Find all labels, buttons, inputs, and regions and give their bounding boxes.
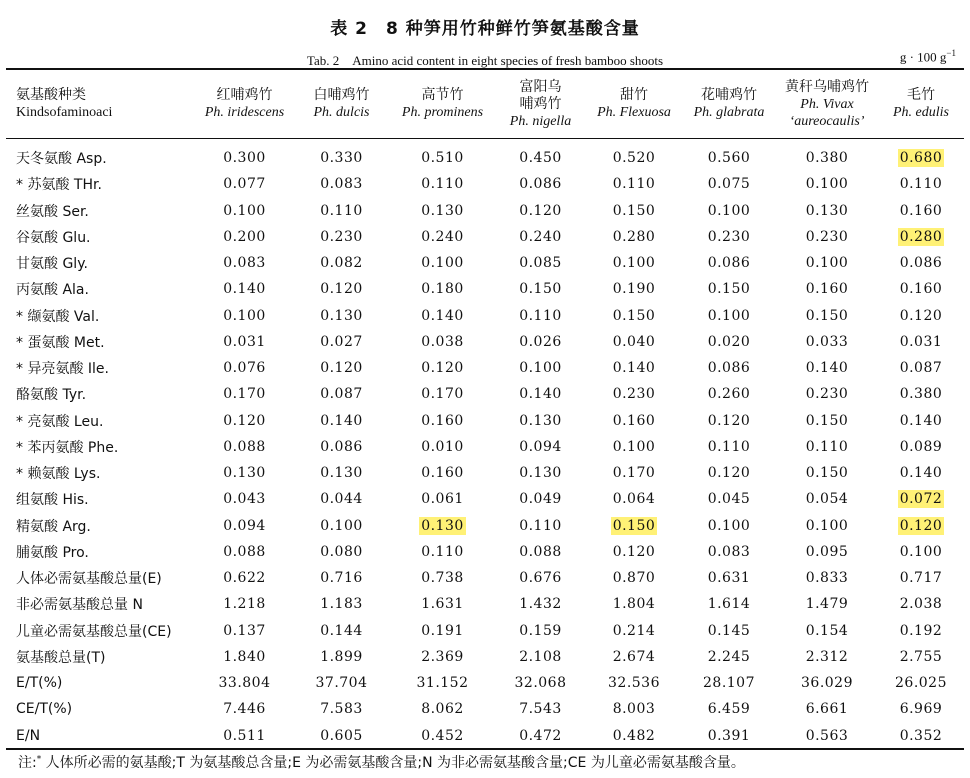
value-cell: 0.140: [899, 465, 943, 482]
row-label: 精氨酸 Arg.: [16, 518, 91, 535]
value-cell: 0.110: [519, 307, 562, 324]
value-cell: 0.120: [320, 281, 363, 298]
header-species-7: [776, 71, 878, 137]
value-cell: 0.150: [805, 412, 849, 429]
value-cell: 0.100: [899, 543, 943, 560]
value-cell: 0.352: [899, 727, 943, 744]
header-species-8: [878, 71, 964, 137]
value-cell: 0.170: [223, 386, 266, 403]
value-cell: 0.520: [612, 150, 656, 167]
value-cell: 0.130: [223, 465, 266, 482]
table-row: [6, 460, 964, 486]
value-cell: 0.088: [223, 543, 266, 560]
value-cell: [586, 513, 682, 539]
value-cell: 0.140: [519, 386, 562, 403]
value-cell: 0.077: [223, 176, 266, 193]
value-cell: 0.086: [899, 255, 943, 272]
value-cell: 0.064: [612, 491, 656, 508]
value-cell: 0.452: [421, 727, 464, 744]
row-label: 氨基酸总量(T): [16, 649, 106, 666]
value-cell: 0.086: [707, 255, 751, 272]
value-cell: 7.446: [223, 701, 266, 718]
value-cell: 2.245: [707, 648, 751, 665]
row-label: 人体必需氨基酸总量(E): [16, 571, 162, 588]
value-cell: 0.110: [805, 438, 849, 455]
value-cell: 0.100: [707, 307, 751, 324]
value-cell: 0.095: [805, 543, 849, 560]
row-label: E/N: [16, 727, 41, 744]
value-cell: 0.120: [707, 412, 751, 429]
value-cell: 0.130: [519, 465, 562, 482]
value-cell: 0.160: [899, 281, 943, 298]
value-cell: 0.563: [805, 727, 849, 744]
row-label: * 苏氨酸 THr.: [16, 177, 102, 194]
value-cell: 0.605: [320, 727, 363, 744]
table-row: [6, 303, 964, 329]
value-cell: 1.899: [320, 648, 363, 665]
value-cell: 0.150: [805, 465, 849, 482]
table-row: [6, 145, 964, 171]
value-cell: 1.218: [223, 596, 266, 613]
value-cell: 0.472: [519, 727, 562, 744]
amino-acid-table: [6, 71, 964, 749]
value-cell: 0.190: [612, 281, 656, 298]
value-cell: 0.137: [223, 622, 266, 639]
value-cell: 0.450: [519, 150, 562, 167]
species-latin: Ph. prominens: [401, 105, 484, 120]
table-body: [6, 137, 964, 749]
value-cell: 0.083: [320, 176, 363, 193]
value-cell: 0.120: [612, 543, 656, 560]
value-cell: 0.049: [519, 491, 562, 508]
value-cell: 0.100: [612, 438, 656, 455]
species-latin: Ph. dulcis: [313, 105, 370, 120]
value-cell: 0.130: [805, 202, 849, 219]
footnote: 注:* 人体所必需的氨基酸;T 为氨基酸总含量;E 为必需氨基酸含量;N 为非必需氨基酸含量;CE 为儿童必需氨基酸含量。: [18, 754, 745, 771]
value-cell: 0.511: [223, 727, 266, 744]
value-cell: 33.804: [218, 675, 271, 692]
value-cell: 0.240: [519, 228, 562, 245]
value-cell: 0.040: [612, 333, 656, 350]
species-latin: Ph. Vivax: [800, 96, 854, 112]
value-cell: 0.038: [421, 333, 464, 350]
table-subtitle: Tab. 2 Amino acid content in eight species of fresh bamboo shoots: [306, 53, 664, 68]
value-cell: 0.130: [421, 202, 464, 219]
table-row: [6, 355, 964, 381]
value-cell: 0.087: [899, 360, 943, 377]
value-cell: [390, 513, 495, 539]
value-cell: 1.614: [707, 596, 751, 613]
value-cell: 0.110: [320, 202, 363, 219]
value-cell: 0.260: [707, 386, 751, 403]
table-row: [6, 723, 964, 749]
value-cell: 1.479: [805, 596, 849, 613]
highlighted-value: 0.130: [421, 517, 464, 534]
value-cell: 0.100: [421, 255, 464, 272]
highlighted-value: 0.280: [899, 228, 943, 245]
value-cell: 2.755: [899, 648, 943, 665]
value-cell: 0.086: [320, 438, 363, 455]
value-cell: 0.033: [805, 333, 849, 350]
highlighted-value: 0.680: [899, 150, 943, 167]
value-cell: 0.380: [899, 386, 943, 403]
value-cell: 0.100: [320, 517, 363, 534]
row-label: 组氨酸 His.: [16, 492, 89, 509]
value-cell: 0.044: [320, 491, 363, 508]
table-row: [6, 618, 964, 644]
species-zh: 花哺鸡竹: [701, 87, 757, 103]
value-cell: 0.110: [519, 517, 562, 534]
value-cell: 2.038: [899, 596, 943, 613]
value-cell: 0.100: [707, 202, 751, 219]
value-cell: 0.100: [223, 307, 266, 324]
header-species-4: [495, 71, 586, 137]
species-latin: Ph. edulis: [893, 105, 949, 120]
value-cell: 0.170: [612, 465, 656, 482]
header-species-3: [390, 71, 495, 137]
value-cell: 1.840: [223, 648, 266, 665]
value-cell: 37.704: [315, 675, 368, 692]
row-label: CE/T(%): [16, 701, 73, 718]
value-cell: 0.214: [612, 622, 656, 639]
header-species-1: [196, 71, 293, 137]
value-cell: 0.230: [612, 386, 656, 403]
value-cell: 0.094: [519, 438, 562, 455]
highlighted-value: 0.072: [899, 491, 943, 508]
value-cell: [878, 224, 964, 250]
row-label: 天冬氨酸 Asp.: [16, 151, 107, 168]
value-cell: 0.130: [320, 465, 363, 482]
value-cell: 0.192: [899, 622, 943, 639]
value-cell: 0.100: [612, 255, 656, 272]
row-label: 甘氨酸 Gly.: [16, 256, 88, 273]
row-label: 非必需氨基酸总量 N: [16, 597, 143, 614]
value-cell: 0.140: [320, 412, 363, 429]
value-cell: 0.089: [899, 438, 943, 455]
value-cell: 0.110: [707, 438, 751, 455]
value-cell: 0.140: [805, 360, 849, 377]
value-cell: 0.120: [519, 202, 562, 219]
species-latin: Ph. glabrata: [693, 105, 765, 120]
value-cell: 0.061: [421, 491, 464, 508]
value-cell: 2.369: [421, 648, 464, 665]
table-row: [6, 198, 964, 224]
value-cell: 0.086: [707, 360, 751, 377]
value-cell: 0.150: [612, 307, 656, 324]
table-row: [6, 539, 964, 565]
value-cell: 0.026: [519, 333, 562, 350]
value-cell: 0.160: [805, 281, 849, 298]
species-latin: Ph. nigella: [509, 113, 572, 129]
value-cell: 0.150: [519, 281, 562, 298]
value-cell: 0.054: [805, 491, 849, 508]
species-zh: 哺鸡竹: [519, 95, 562, 112]
table-row: [6, 408, 964, 434]
value-cell: 0.031: [899, 333, 943, 350]
value-cell: 0.230: [805, 386, 849, 403]
value-cell: 0.180: [421, 281, 464, 298]
value-cell: 0.144: [320, 622, 363, 639]
value-cell: 0.110: [612, 176, 656, 193]
value-cell: 31.152: [416, 675, 469, 692]
value-cell: 1.183: [320, 596, 363, 613]
row-label: * 苯丙氨酸 Phe.: [16, 439, 119, 456]
value-cell: 0.027: [320, 333, 363, 350]
top-rule: [6, 68, 964, 70]
table-row: [6, 434, 964, 460]
value-cell: 0.280: [612, 228, 656, 245]
row-label: 丝氨酸 Ser.: [16, 203, 89, 220]
table-row: [6, 381, 964, 407]
value-cell: 2.312: [805, 648, 849, 665]
value-cell: 0.482: [612, 727, 656, 744]
value-cell: 0.082: [320, 255, 363, 272]
value-cell: 0.230: [805, 228, 849, 245]
value-cell: 0.560: [707, 150, 751, 167]
value-cell: 0.110: [421, 543, 464, 560]
table-row: [6, 513, 964, 539]
spacer-row: [6, 137, 964, 145]
value-cell: 0.110: [421, 176, 464, 193]
value-cell: 0.087: [320, 386, 363, 403]
value-cell: 0.120: [320, 360, 363, 377]
table-row: [6, 250, 964, 276]
value-cell: 0.150: [805, 307, 849, 324]
species-latin: Ph. iridescens: [204, 105, 285, 120]
value-cell: 0.200: [223, 228, 266, 245]
value-cell: 0.150: [612, 202, 656, 219]
value-cell: 0.088: [519, 543, 562, 560]
value-cell: 0.083: [707, 543, 751, 560]
value-cell: 0.717: [899, 570, 943, 587]
value-cell: [878, 145, 964, 171]
value-cell: 0.160: [421, 412, 464, 429]
species-zh: 黄秆乌哺鸡竹: [785, 78, 869, 95]
value-cell: 0.076: [223, 360, 266, 377]
table-row: [6, 696, 964, 722]
species-zh: 甜竹: [620, 87, 648, 103]
table-row: [6, 224, 964, 250]
value-cell: 32.536: [608, 675, 660, 692]
species-zh: 白哺鸡竹: [313, 87, 370, 103]
highlighted-value: 0.120: [899, 517, 943, 534]
value-cell: 36.029: [801, 675, 853, 692]
value-cell: 0.100: [707, 517, 751, 534]
value-cell: 0.100: [223, 202, 266, 219]
value-cell: 0.100: [519, 360, 562, 377]
species-latin: Ph. Flexuosa: [597, 105, 671, 120]
species-zh: 富阳乌: [519, 78, 562, 95]
row-label: * 缬氨酸 Val.: [16, 308, 100, 325]
value-cell: 0.159: [519, 622, 562, 639]
value-cell: 0.622: [223, 570, 266, 587]
value-cell: 0.130: [519, 412, 562, 429]
value-cell: 0.100: [805, 255, 849, 272]
header-species-5: [586, 71, 682, 137]
value-cell: 28.107: [703, 675, 755, 692]
value-cell: 0.510: [421, 150, 464, 167]
value-cell: 1.631: [421, 596, 464, 613]
value-cell: 26.025: [895, 675, 947, 692]
value-cell: 0.130: [320, 307, 363, 324]
value-cell: 6.459: [707, 701, 751, 718]
value-cell: 0.676: [519, 570, 562, 587]
value-cell: 0.043: [223, 491, 266, 508]
value-cell: 8.003: [612, 701, 656, 718]
row-label: 谷氨酸 Glu.: [16, 229, 91, 246]
value-cell: 0.380: [805, 150, 849, 167]
value-cell: 0.738: [421, 570, 464, 587]
value-cell: 0.140: [612, 360, 656, 377]
value-cell: 0.094: [223, 517, 266, 534]
value-cell: 0.230: [707, 228, 751, 245]
value-cell: 0.085: [519, 255, 562, 272]
value-cell: 7.543: [519, 701, 562, 718]
value-cell: 0.140: [421, 307, 464, 324]
value-cell: 0.020: [707, 333, 751, 350]
value-cell: 7.583: [320, 701, 363, 718]
value-cell: 0.240: [421, 228, 464, 245]
value-cell: 0.120: [707, 465, 751, 482]
value-cell: 0.150: [707, 281, 751, 298]
value-cell: 0.191: [421, 622, 464, 639]
value-cell: 0.230: [320, 228, 363, 245]
value-cell: 0.120: [223, 412, 266, 429]
header-amino-acid: 氨基酸种类 Kindsofaminoaci: [16, 87, 113, 120]
unit-label: g · 100 $g^{-1}$: [899, 48, 956, 65]
value-cell: 0.160: [421, 465, 464, 482]
value-cell: 0.160: [899, 202, 943, 219]
value-cell: 0.010: [421, 438, 464, 455]
value-cell: [878, 486, 964, 512]
value-cell: 0.330: [320, 150, 363, 167]
row-label: E/T(%): [16, 675, 63, 692]
value-cell: 0.160: [612, 412, 656, 429]
value-cell: 6.969: [899, 701, 943, 718]
row-label: 丙氨酸 Ala.: [16, 282, 89, 299]
value-cell: 2.108: [519, 648, 562, 665]
value-cell: 6.661: [805, 701, 849, 718]
value-cell: 0.870: [612, 570, 656, 587]
table-row: [6, 565, 964, 591]
species-latin-cultivar: ‘aureocaulis’: [789, 113, 865, 129]
value-cell: 0.088: [223, 438, 266, 455]
table-row: [6, 670, 964, 696]
value-cell: 0.075: [707, 176, 751, 193]
value-cell: 0.154: [805, 622, 849, 639]
value-cell: 0.120: [899, 307, 943, 324]
value-cell: 1.432: [519, 596, 562, 613]
value-cell: 0.716: [320, 570, 363, 587]
row-label: * 亮氨酸 Leu.: [16, 413, 104, 430]
value-cell: 0.100: [805, 517, 849, 534]
value-cell: 0.110: [899, 176, 943, 193]
value-cell: 0.391: [707, 727, 751, 744]
value-cell: 0.080: [320, 543, 363, 560]
value-cell: 0.631: [707, 570, 751, 587]
value-cell: 1.804: [612, 596, 656, 613]
value-cell: 32.068: [514, 675, 567, 692]
header-row: [6, 71, 964, 137]
row-label: * 蛋氨酸 Met.: [16, 334, 105, 351]
value-cell: 0.120: [421, 360, 464, 377]
row-label: * 异亮氨酸 Ile.: [16, 361, 109, 378]
row-label: 酪氨酸 Tyr.: [16, 387, 87, 404]
value-cell: 0.086: [519, 176, 562, 193]
value-cell: 0.083: [223, 255, 266, 272]
table-row: [6, 171, 964, 197]
value-cell: 0.100: [805, 176, 849, 193]
table-row: [6, 644, 964, 670]
header-species-2: [293, 71, 390, 137]
value-cell: [878, 513, 964, 539]
value-cell: 0.031: [223, 333, 266, 350]
table-row: [6, 276, 964, 302]
table-row: [6, 329, 964, 355]
row-label: 儿童必需氨基酸总量(CE): [16, 623, 172, 640]
species-zh: 高节竹: [421, 87, 464, 103]
table-row: [6, 486, 964, 512]
row-label: 脯氨酸 Pro.: [16, 544, 89, 561]
header-species-6: [682, 71, 776, 137]
value-cell: 0.140: [223, 281, 266, 298]
species-zh: 毛竹: [907, 87, 935, 103]
value-cell: 2.674: [612, 648, 656, 665]
value-cell: 0.170: [421, 386, 464, 403]
value-cell: 0.145: [707, 622, 751, 639]
row-label: * 赖氨酸 Lys.: [16, 466, 101, 483]
table-row: [6, 591, 964, 617]
value-cell: 0.833: [805, 570, 849, 587]
value-cell: 0.140: [899, 412, 943, 429]
highlighted-value: 0.150: [612, 517, 656, 534]
value-cell: 8.062: [421, 701, 464, 718]
value-cell: 0.045: [707, 491, 751, 508]
table-title: 表 2 8 种笋用竹种鲜竹笋氨基酸含量: [330, 19, 640, 39]
species-zh: 红哺鸡竹: [216, 87, 273, 103]
value-cell: 0.300: [223, 150, 266, 167]
